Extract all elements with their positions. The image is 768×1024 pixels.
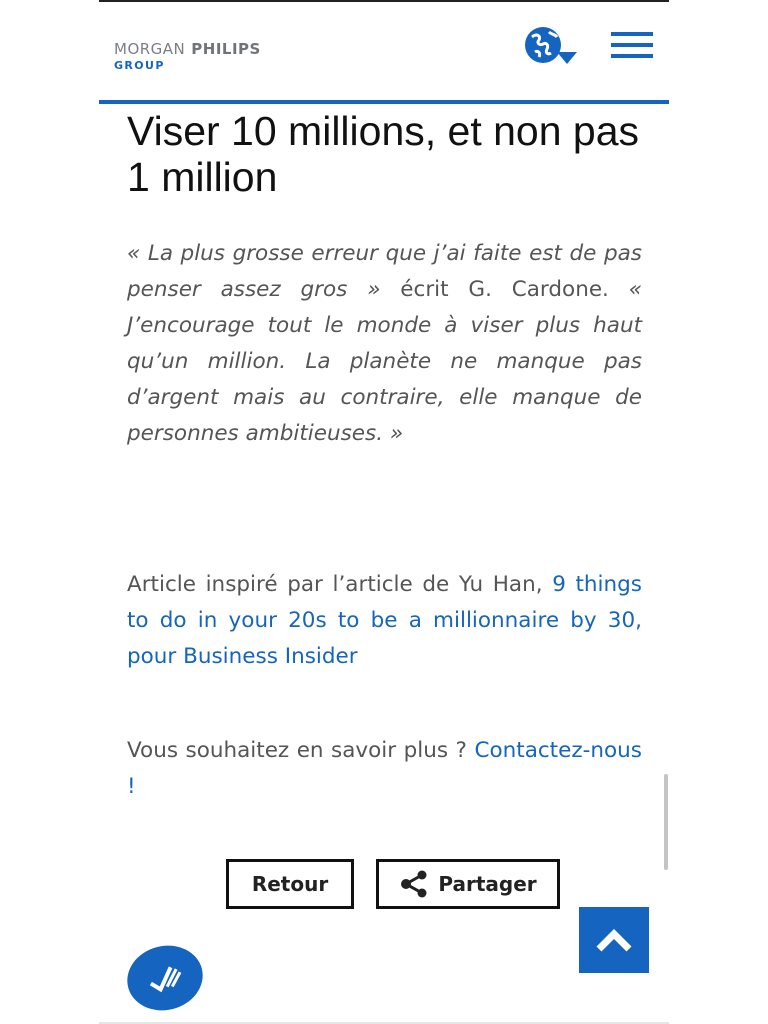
source-article-link[interactable]: 9 things to do in your 20s to be a millionnaire by 30, pour Business Insider <box>127 572 642 669</box>
contact-link[interactable]: Contactez-nous ! <box>127 738 642 799</box>
quote-text-1: « La plus grosse erreur que j’ai faite est de pas penser assez gros » <box>127 241 642 302</box>
contact-paragraph <box>127 733 642 805</box>
source-paragraph <box>127 567 642 675</box>
menu-bar-icon <box>611 43 653 47</box>
logo-word-morgan: MORGAN <box>114 40 186 58</box>
back-button-label: Retour <box>251 872 329 896</box>
logo[interactable] <box>114 40 261 58</box>
hamburger-menu-button[interactable] <box>609 30 655 62</box>
site-header <box>99 2 669 104</box>
scroll-to-top-button[interactable] <box>579 907 649 973</box>
chat-widget-button[interactable] <box>120 938 209 1018</box>
quote-paragraph <box>127 236 642 452</box>
contact-prefix: Vous souhaitez en savoir plus ? <box>127 738 475 763</box>
scrollbar-thumb[interactable] <box>664 774 668 870</box>
menu-bar-icon <box>611 54 653 58</box>
article-heading: Viser 10 millions, et non pas 1 million <box>127 108 640 200</box>
language-selector-button[interactable] <box>523 24 583 68</box>
chevron-up-icon <box>595 927 633 953</box>
back-button[interactable] <box>226 859 354 909</box>
quote-text-2: « J’encourage tout le monde à viser plus haut qu’un million. La planète ne manque pas d’argent mais au contraire, elle manque de personnes ambitieuses. » <box>127 277 642 446</box>
menu-bar-icon <box>611 32 653 36</box>
page-viewport <box>99 0 669 1024</box>
share-button-label: Partager <box>438 872 537 896</box>
logo-subtitle: GROUP <box>114 59 165 72</box>
source-prefix: Article inspiré par l’article de Yu Han, <box>127 572 553 597</box>
chat-check-icon <box>141 957 188 1000</box>
logo-word-philips: PHILIPS <box>191 40 261 58</box>
quote-attribution: écrit G. Cardone. <box>380 277 629 302</box>
share-icon <box>399 870 429 898</box>
globe-language-icon <box>523 24 583 68</box>
share-button[interactable] <box>376 859 560 909</box>
